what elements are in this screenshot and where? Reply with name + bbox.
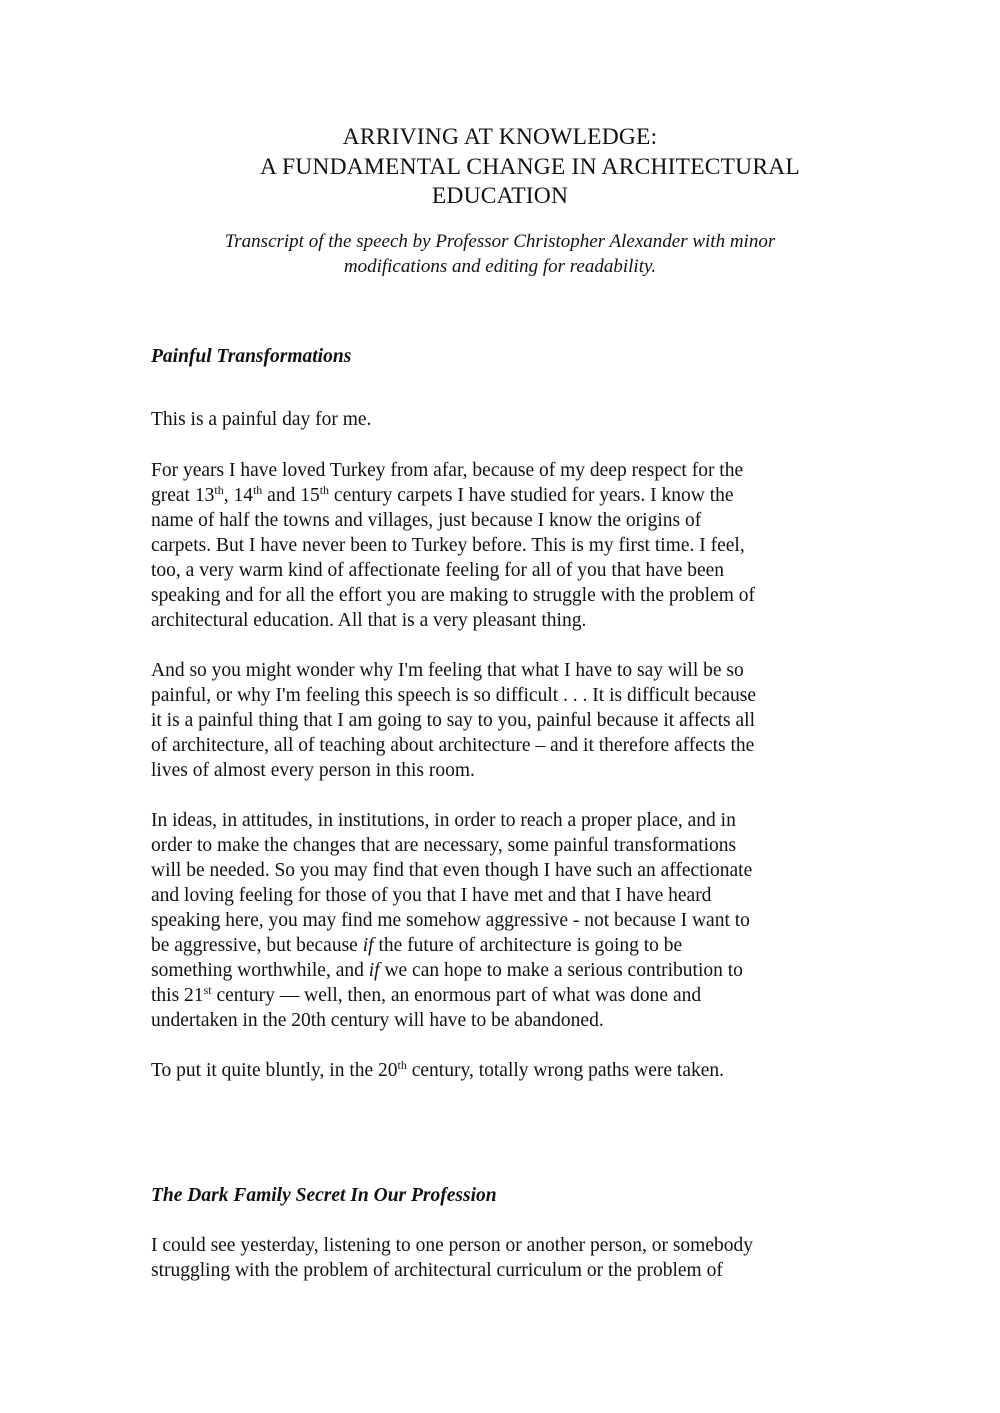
paragraph-line: of architecture, all of teaching about architecture – and it therefore affects the xyxy=(151,735,755,756)
subtitle-line-2: modifications and editing for readability. xyxy=(343,256,657,277)
paragraph-line: great 13th, 14th and 15th century carpets I have studied for years. I know the xyxy=(151,483,734,506)
paragraph-line: In ideas, in attitudes, in institutions, in order to reach a proper place, and in xyxy=(151,810,736,831)
paragraph-line: For years I have loved Turkey from afar, because of my deep respect for the xyxy=(151,460,744,481)
paragraph xyxy=(151,1233,851,1283)
paragraph-line: it is a painful thing that I am going to say to you, painful because it affects all xyxy=(151,710,755,731)
paragraph-line: speaking here, you may find me somehow aggressive - not because I want to xyxy=(151,910,750,931)
subtitle-line-1: Transcript of the speech by Professor Christopher Alexander with minor xyxy=(224,231,776,252)
paragraph-line: painful, or why I'm feeling this speech is so difficult . . . It is difficult because xyxy=(151,685,756,706)
paragraph xyxy=(151,808,851,1033)
paragraph-line: architectural education. All that is a very pleasant thing. xyxy=(151,610,587,631)
paragraph-line: and loving feeling for those of you that I have met and that I have heard xyxy=(151,885,712,906)
paragraph-line: be aggressive, but because if the future of architecture is going to be xyxy=(151,935,683,956)
paragraph-line: something worthwhile, and if we can hope to make a serious contribution to xyxy=(151,960,743,981)
paragraph xyxy=(151,1058,851,1083)
paragraph xyxy=(151,407,851,432)
title-line-3: EDUCATION xyxy=(431,183,569,209)
paragraph-line: order to make the changes that are necessary, some painful transformations xyxy=(151,835,737,856)
paragraph-line: this 21st century — well, then, an enormous part of what was done and xyxy=(151,983,702,1006)
paragraph-line: name of half the towns and villages, just because I know the origins of xyxy=(151,510,702,531)
title-line-1: ARRIVING AT KNOWLEDGE: xyxy=(342,124,658,150)
paragraph-line: speaking and for all the effort you are making to struggle with the problem of xyxy=(151,585,755,606)
paragraph-line: will be needed. So you may find that even though I have such an affectionate xyxy=(151,860,753,881)
section-heading: The Dark Family Secret In Our Profession xyxy=(151,1185,497,1206)
section-heading: Painful Transformations xyxy=(151,346,352,367)
paragraph-line: This is a painful day for me. xyxy=(151,409,372,430)
title-line-2: A FUNDAMENTAL CHANGE IN ARCHITECTURAL xyxy=(260,154,800,180)
paragraph-line: lives of almost every person in this room. xyxy=(151,760,475,781)
paragraph-line: I could see yesterday, listening to one person or another person, or somebody xyxy=(151,1235,753,1256)
paragraph xyxy=(151,658,851,783)
paragraph-line: To put it quite bluntly, in the 20th century, totally wrong paths were taken. xyxy=(151,1058,725,1081)
paragraph-line: struggling with the problem of architectural curriculum or the problem of xyxy=(151,1260,723,1281)
paragraph xyxy=(151,458,851,633)
paragraph-line: too, a very warm kind of affectionate feeling for all of you that have been xyxy=(151,560,725,581)
paragraph-line: carpets. But I have never been to Turkey before. This is my first time. I feel, xyxy=(151,535,745,556)
paragraph-line: undertaken in the 20th century will have to be abandoned. xyxy=(151,1010,604,1031)
paragraph-line: And so you might wonder why I'm feeling that what I have to say will be so xyxy=(151,660,744,681)
